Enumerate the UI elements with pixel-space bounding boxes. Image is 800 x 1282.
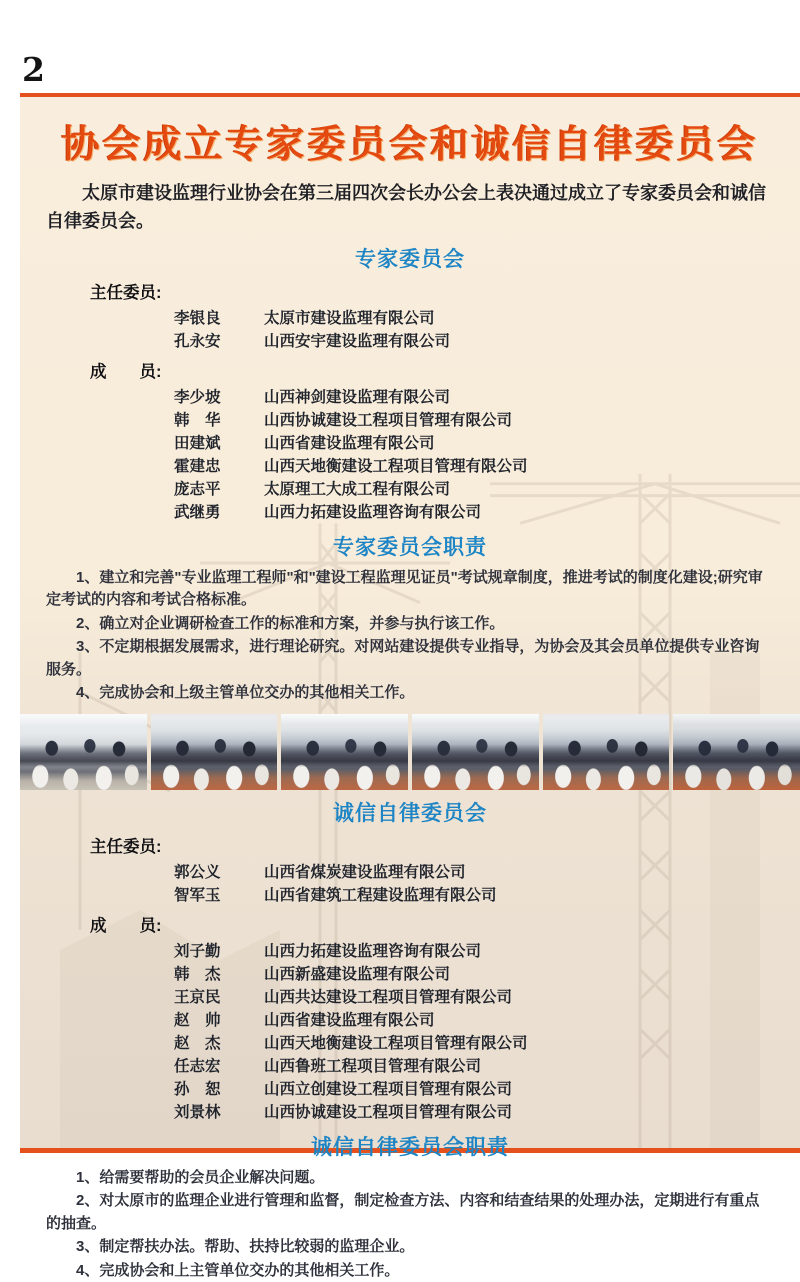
member-name: 孙 恕: [174, 1080, 221, 1098]
expert-duties-heading: 专家委员会职责: [333, 535, 487, 559]
duty-item: 4、完成协会和上级主管单位交办的其他相关工作。: [76, 684, 415, 702]
member-company: 山西共达建设工程项目管理有限公司: [264, 988, 513, 1006]
member-name: 刘子勤: [174, 942, 221, 960]
member-row: [174, 409, 774, 432]
member-company: 山西协诚建设工程项目管理有限公司: [264, 411, 513, 429]
member-company: 山西力拓建设监理咨询有限公司: [264, 503, 482, 521]
meeting-photo-5: [543, 714, 670, 790]
member-company: 山西天地衡建设工程项目管理有限公司: [264, 1034, 528, 1052]
member-row: [174, 1009, 774, 1032]
member-name: 霍建忠: [174, 457, 221, 475]
meeting-photo-3: [281, 714, 408, 790]
member-name: 田建斌: [174, 434, 221, 452]
member-row: [174, 1032, 774, 1055]
expert-duties-list: [46, 567, 774, 705]
duty-item: 1、建立和完善"专业监理工程师"和"建设工程监理见证员"考试规章制度，推进考试的制度化建设;研究审定考试的内容和考试合格标准。: [46, 568, 763, 609]
member-row: [174, 940, 774, 963]
member-row: [174, 455, 774, 478]
member-name: 刘景林: [174, 1103, 221, 1121]
integrity-member-label: 成 员:: [90, 916, 162, 935]
expert-member-label: 成 员:: [90, 362, 162, 381]
meeting-photo-1: [20, 714, 147, 790]
article-panel: [20, 93, 800, 1279]
expert-committee-heading: 专家委员会: [355, 247, 465, 271]
member-name: 韩 杰: [174, 965, 221, 983]
member-name: 庞志平: [174, 480, 221, 498]
member-name: 李少坡: [174, 388, 221, 406]
member-name: 任志宏: [174, 1057, 221, 1075]
member-company: 山西鲁班工程项目管理有限公司: [264, 1057, 482, 1075]
meeting-photo-4: [412, 714, 539, 790]
member-company: 太原理工大成工程有限公司: [264, 480, 451, 498]
member-row: [174, 330, 774, 353]
member-row: [174, 861, 774, 884]
integrity-chair-list: [174, 861, 774, 907]
integrity-duties-heading: 诚信自律委员会职责: [311, 1135, 509, 1159]
article-title: 协会成立专家委员会和诚信自律委员会: [61, 124, 759, 166]
member-name: 王京民: [174, 988, 221, 1006]
member-name: 李银良: [174, 309, 221, 327]
member-company: 山西力拓建设监理咨询有限公司: [264, 942, 482, 960]
member-company: 山西天地衡建设工程项目管理有限公司: [264, 457, 528, 475]
duty-item: 3、不定期根据发展需求，进行理论研究。对网站建设提供专业指导，为协会及其会员单位提供专业咨询服务。: [46, 638, 760, 678]
duty-item: 2、对太原市的监理企业进行管理和监督，制定检查方法、内容和结查结果的处理办法，定期进行有重点的抽查。: [46, 1192, 760, 1232]
member-company: 太原市建设监理有限公司: [264, 309, 435, 327]
member-row: [174, 986, 774, 1009]
integrity-chair-label: 主任委员:: [90, 837, 162, 856]
meeting-photo-strip: [20, 714, 800, 790]
member-row: [174, 386, 774, 409]
member-row: [174, 432, 774, 455]
member-row: [174, 307, 774, 330]
member-row: [174, 1101, 774, 1124]
member-company: 山西协诚建设工程项目管理有限公司: [264, 1103, 513, 1121]
member-company: 山西省建设监理有限公司: [264, 1011, 435, 1029]
member-row: [174, 884, 774, 907]
member-company: 山西省建设监理有限公司: [264, 434, 435, 452]
member-name: 郭公义: [174, 863, 221, 881]
member-company: 山西安宇建设监理有限公司: [264, 332, 451, 350]
member-row: [174, 1078, 774, 1101]
integrity-committee-heading: 诚信自律委员会: [333, 801, 487, 825]
member-name: 韩 华: [174, 411, 221, 429]
member-name: 武继勇: [174, 503, 221, 521]
page-number: 2: [22, 50, 45, 89]
member-row: [174, 478, 774, 501]
member-row: [174, 1055, 774, 1078]
member-name: 赵 杰: [174, 1034, 221, 1052]
duty-item: 4、完成协会和上主管单位交办的其他相关工作。: [76, 1261, 400, 1279]
expert-chair-list: [174, 307, 774, 353]
meeting-photo-6: [673, 714, 800, 790]
member-company: 山西神剑建设监理有限公司: [264, 388, 451, 406]
expert-chair-label: 主任委员:: [90, 283, 162, 302]
member-name: 孔永安: [174, 332, 221, 350]
member-company: 山西省建筑工程建设监理有限公司: [264, 886, 497, 904]
member-name: 智军玉: [174, 886, 221, 904]
member-company: 山西新盛建设监理有限公司: [264, 965, 451, 983]
intro-paragraph: 太原市建设监理行业协会在第三届四次会长办公会上表决通过成立了专家委员会和诚信自律委员会。: [46, 183, 766, 231]
duty-item: 1、给需要帮助的会员企业解决问题。: [76, 1168, 325, 1186]
expert-member-list: [174, 386, 774, 524]
member-row: [174, 963, 774, 986]
integrity-member-list: [174, 940, 774, 1124]
meeting-photo-2: [151, 714, 278, 790]
member-row: [174, 501, 774, 524]
member-company: 山西省煤炭建设监理有限公司: [264, 863, 466, 881]
duty-item: 2、确立对企业调研检查工作的标准和方案，并参与执行该工作。: [76, 614, 505, 632]
member-company: 山西立创建设工程项目管理有限公司: [264, 1080, 513, 1098]
duty-item: 3、制定帮扶办法。帮助、扶持比较弱的监理企业。: [76, 1238, 415, 1256]
member-name: 赵 帅: [174, 1011, 221, 1029]
integrity-duties-list: [46, 1167, 774, 1282]
